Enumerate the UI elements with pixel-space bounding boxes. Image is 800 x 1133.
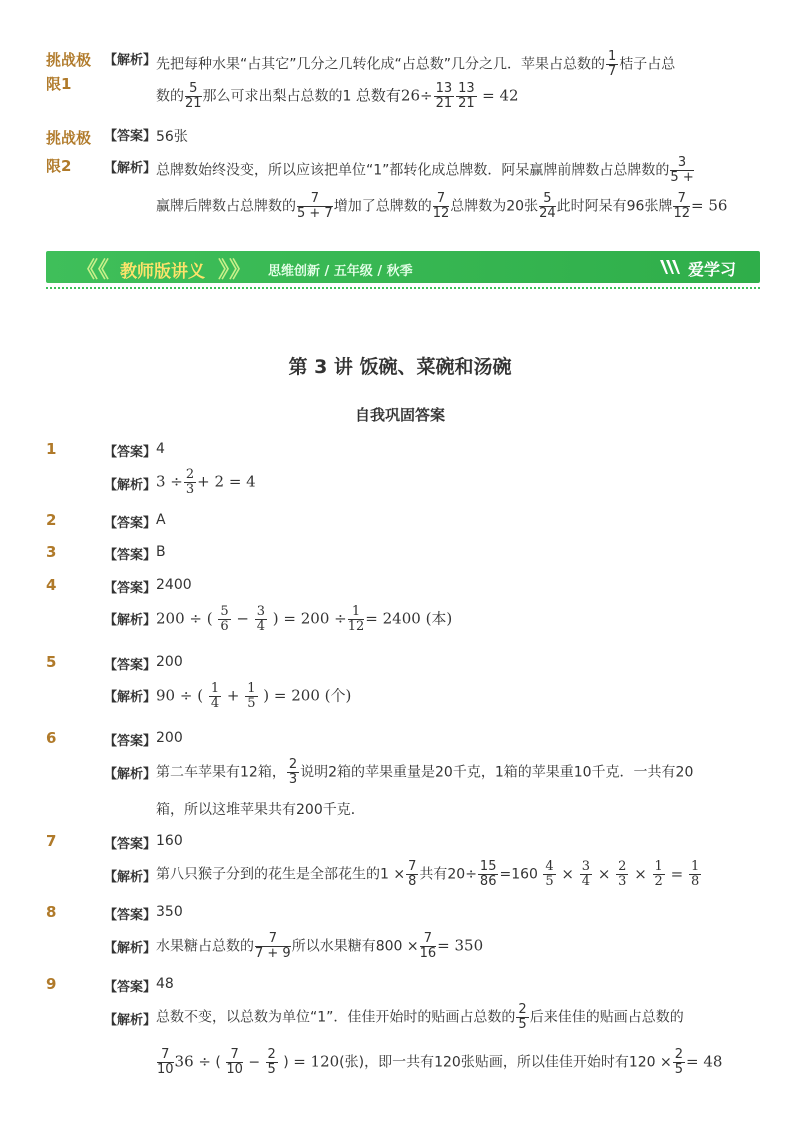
answer-value: 48 — [156, 976, 174, 992]
analysis-text-line2: 数的 $\frac{5}{21}$ 那么可求出梨占总数的1 总数有26÷ $\frac{13}{21}$ $\frac{13}{21}$ = 42 — [156, 81, 519, 111]
analysis-label: 【解析】 — [104, 53, 157, 68]
answer-value: A — [156, 512, 166, 528]
answer-label: 【答案】 — [104, 980, 157, 995]
answer-value: 4 — [156, 441, 165, 457]
question-number: 6 — [46, 729, 57, 747]
answer-label: 【答案】 — [104, 837, 157, 852]
analysis-label: 【解析】 — [104, 1013, 157, 1028]
question-number: 3 — [46, 543, 57, 561]
question-number: 1 — [46, 440, 57, 458]
lecture-title: 第 3 讲 饭碗、菜碗和汤碗 — [288, 356, 512, 378]
answer-value: 200 — [156, 730, 183, 746]
section-banner — [46, 251, 760, 283]
answer-label: 【答案】 — [104, 581, 157, 596]
analysis-formula: 90 ÷ ( $\frac{1}{4}$ + $\frac{1}{5}$ ) = 200 (个) — [156, 681, 352, 711]
answer-label: 【答案】 — [104, 445, 157, 460]
question-number: 8 — [46, 903, 57, 921]
analysis-text-line1: 先把每种水果“占其它”几分之几转化成“占总数”几分之几．苹果占总数的 $\frac{1}{7}$ 桔子占总 — [156, 49, 676, 79]
challenge-tag-2: 挑战极限2 — [46, 129, 92, 175]
analysis-formula: 3 ÷ $\frac{2}{3}$ + 2 = 4 — [156, 467, 256, 497]
answer-label: 【答案】 — [104, 658, 157, 673]
analysis-label: 【解析】 — [104, 478, 157, 493]
analysis-text: 第八只猴子分到的花生是全部花生的1 × $\frac{7}{8}$ 共有20÷ $\frac{15}{86}$ =160 $\frac{4}{5}$ × $\frac{3}{4}$ × $\frac{2}{3}$ × $\frac{1}{2}$ = $\frac{1}{8}$ — [156, 859, 700, 889]
question-number: 7 — [46, 832, 57, 850]
analysis-label: 【解析】 — [104, 941, 157, 956]
banner-title: 教师版讲义 — [120, 262, 205, 282]
section-subtitle: 自我巩固答案 — [354, 406, 445, 424]
analysis-text: $\frac{7}{10}$ 36 ÷ ( $\frac{7}{10}$ − $\frac{2}{5}$ ) = 120(张)，即一共有120张贴画，所以佳佳开始时有120 × $\frac{2}{5}$ = 48 — [157, 1047, 723, 1077]
question-number: 2 — [46, 511, 57, 529]
answer-label: 【答案】 — [104, 129, 157, 144]
logo-icon — [658, 258, 684, 276]
banner-subtitle: 思维创新 / 五年级 / 秋季 — [268, 264, 413, 279]
answer-value: B — [156, 544, 166, 560]
question-number: 9 — [46, 975, 57, 993]
answer-value: 56张 — [156, 129, 188, 145]
challenge-tag-1: 挑战极限1 — [46, 51, 92, 93]
answer-value: 2400 — [156, 577, 192, 593]
analysis-text: 第二车苹果有12箱， $\frac{2}{3}$ 说明2箱的苹果重量是20千克，1箱的苹果重10千克．一共有20 — [156, 757, 694, 787]
answer-label: 【答案】 — [104, 734, 157, 749]
question-number: 5 — [46, 653, 57, 671]
analysis-text: 水果糖占总数的 $\frac{7}{7 + 9}$ 所以水果糖有800 × $\frac{7}{16}$ = 350 — [156, 931, 484, 961]
analysis-label: 【解析】 — [104, 870, 157, 885]
brand-logo: 爱学习 — [688, 260, 737, 279]
answer-label: 【答案】 — [104, 908, 157, 923]
analysis-text: 总数不变，以总数为单位“1”．佳佳开始时的贴画占总数的 $\frac{2}{5}$ 后来佳佳的贴画占总数的 — [156, 1002, 684, 1032]
banner-divider — [46, 287, 760, 289]
chevron-right-icon: 》》 — [218, 258, 252, 283]
analysis-text-line4: 赢牌后牌数占总牌数的 $\frac{7}{5 + 7}$ 增加了总牌数的 $\frac{7}{12}$ 总牌数为20张 $\frac{5}{24}$ 此时阿呆有96张牌 $\frac{7}{12}$ = 56 — [156, 191, 728, 221]
analysis-label: 【解析】 — [104, 767, 157, 782]
answer-label: 【答案】 — [104, 548, 157, 563]
analysis-label: 【解析】 — [104, 613, 157, 628]
chevron-left-icon: 《《 — [76, 258, 110, 283]
analysis-text: 箱，所以这堆苹果共有200千克． — [156, 802, 365, 818]
answer-label: 【答案】 — [104, 516, 157, 531]
analysis-text-line3: 总牌数始终没变，所以应该把单位“1”都转化成总牌数．阿呆赢牌前牌数占总牌数的 $\frac{3}{5 +}$ — [156, 155, 694, 185]
question-number: 4 — [46, 576, 57, 594]
answer-value: 350 — [156, 904, 183, 920]
answer-value: 160 — [156, 833, 183, 849]
answer-value: 200 — [156, 654, 183, 670]
analysis-label: 【解析】 — [104, 690, 157, 705]
analysis-formula: 200 ÷ ( $\frac{5}{6}$ − $\frac{3}{4}$ ) = 200 ÷ $\frac{1}{12}$ = 2400 (本) — [156, 604, 453, 634]
analysis-label: 【解析】 — [104, 161, 157, 176]
